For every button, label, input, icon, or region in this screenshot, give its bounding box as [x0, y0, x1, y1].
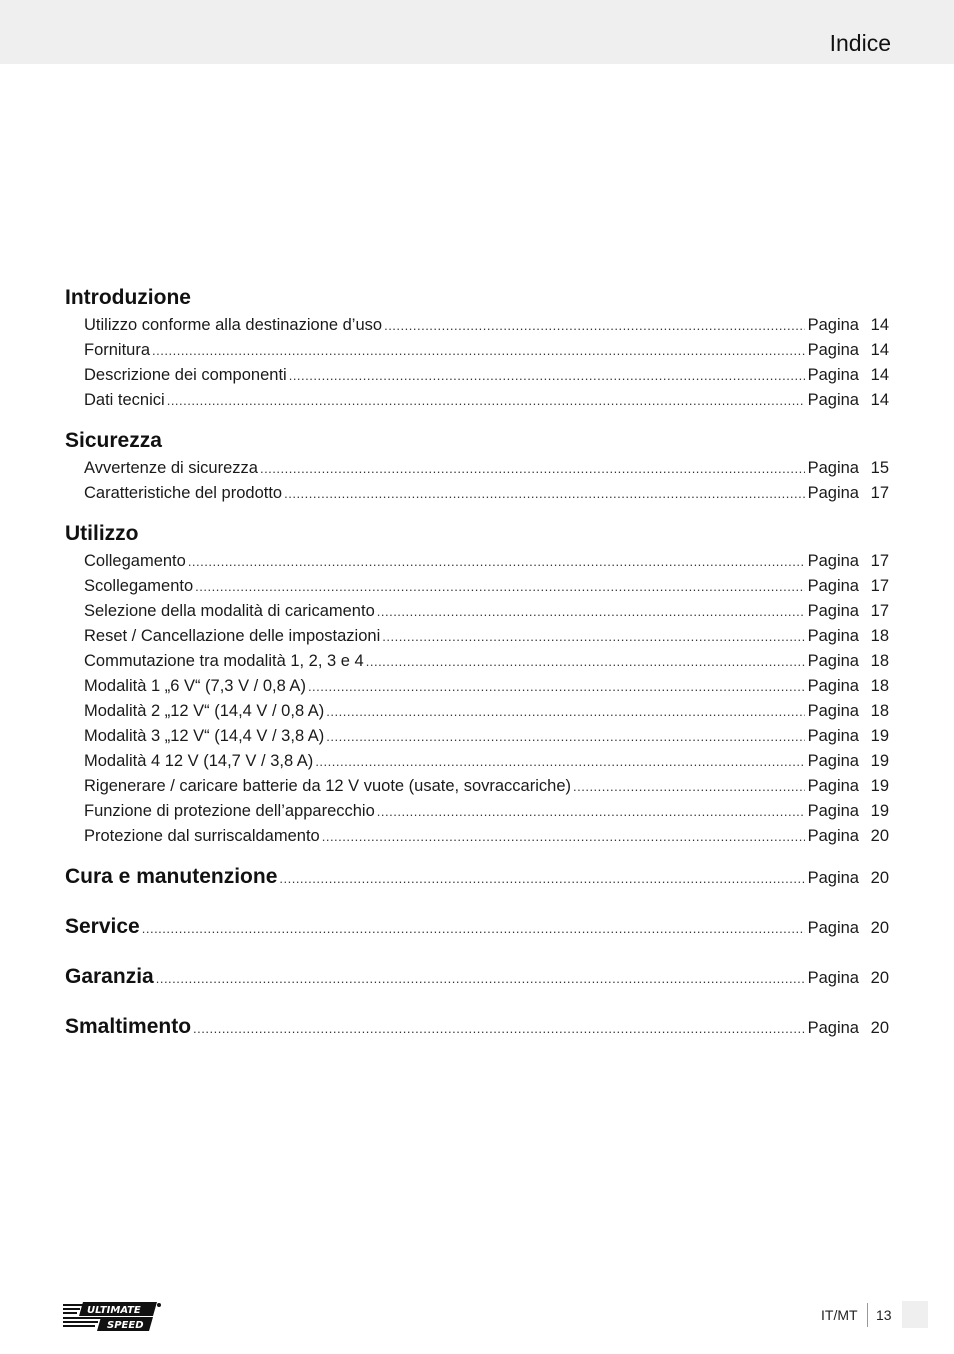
toc-standalone-entry[interactable]: [65, 912, 889, 962]
entry-label: Utilizzo conforme alla destinazione d’uso: [84, 316, 383, 334]
page-word: Pagina: [807, 919, 859, 937]
dot-leader: [284, 481, 805, 506]
footer-language-code: IT/MT: [821, 1307, 858, 1323]
toc-standalone-entry[interactable]: [65, 862, 889, 912]
toc-entry[interactable]: [65, 649, 889, 674]
page-number: 19: [870, 802, 889, 820]
ultimate-speed-logo: [63, 1300, 163, 1334]
dot-leader: [152, 338, 805, 363]
page-number: 18: [870, 702, 889, 720]
dot-leader: [377, 799, 805, 824]
dot-leader: [326, 699, 804, 724]
dot-leader: [167, 388, 805, 413]
page-number: 17: [870, 484, 889, 502]
page-number: 17: [870, 552, 889, 570]
toc-entry[interactable]: [65, 599, 889, 624]
section-heading: Sicurezza: [65, 429, 162, 452]
dot-leader: [289, 363, 805, 388]
entry-label: Scollegamento: [84, 577, 194, 595]
page-number: 19: [870, 727, 889, 745]
dot-leader: [188, 549, 805, 574]
toc-standalone-entry[interactable]: [65, 1012, 889, 1062]
page-number: 14: [870, 391, 889, 409]
entry-label: Modalità 3 „12 V“ (14,4 V / 3,8 A): [84, 727, 325, 745]
entry-label: Caratteristiche del prodotto: [84, 484, 283, 502]
page-number: 14: [870, 341, 889, 359]
page-word: Pagina: [807, 459, 859, 477]
section-heading: Cura e manutenzione: [65, 865, 278, 888]
page-word: Pagina: [807, 1019, 859, 1037]
entry-label: Avvertenze di sicurezza: [84, 459, 258, 477]
page-word: Pagina: [807, 677, 859, 695]
page-number: 18: [870, 627, 889, 645]
page-number: 19: [870, 752, 889, 770]
section-heading: Service: [65, 915, 140, 938]
entry-label: Modalità 4 12 V (14,7 V / 3,8 A): [84, 752, 314, 770]
logo-text-bottom: SPEED: [107, 1320, 144, 1331]
page-number: 14: [870, 316, 889, 334]
page-word: Pagina: [807, 777, 859, 795]
page-word: Pagina: [807, 552, 859, 570]
page-word: Pagina: [807, 969, 859, 987]
entry-label: Modalità 1 „6 V“ (7,3 V / 0,8 A): [84, 677, 306, 695]
entry-label: Selezione della modalità di caricamento: [84, 602, 375, 620]
page-word: Pagina: [807, 627, 859, 645]
page-title: Indice: [829, 30, 891, 56]
toc-entry[interactable]: [65, 456, 889, 481]
dot-leader: [366, 649, 805, 674]
page-word: Pagina: [807, 869, 859, 887]
toc-entry[interactable]: [65, 724, 889, 749]
table-of-contents: [65, 283, 889, 1062]
entry-label: Rigenerare / caricare batterie da 12 V vuote (usate, sovraccariche): [84, 777, 571, 795]
toc-entry[interactable]: [65, 574, 889, 599]
page-number: 18: [870, 652, 889, 670]
toc-entry[interactable]: [65, 363, 889, 388]
dot-leader: [260, 456, 805, 481]
entry-label: Funzione di protezione dell’apparecchio: [84, 802, 375, 820]
toc-entry[interactable]: [65, 388, 889, 413]
dot-leader: [193, 1014, 805, 1044]
page-number: 15: [870, 459, 889, 477]
page-number: 18: [870, 677, 889, 695]
logo-text-top: ULTIMATE: [87, 1305, 141, 1316]
toc-section: [65, 426, 889, 506]
page-word: Pagina: [807, 752, 859, 770]
dot-leader: [279, 864, 804, 894]
page-word: Pagina: [807, 602, 859, 620]
page-word: Pagina: [807, 727, 859, 745]
page-word: Pagina: [807, 484, 859, 502]
page-word: Pagina: [807, 577, 859, 595]
section-heading: Introduzione: [65, 286, 191, 309]
dot-leader: [315, 749, 804, 774]
dot-leader: [382, 624, 804, 649]
page-word: Pagina: [807, 652, 859, 670]
toc-entry[interactable]: [65, 338, 889, 363]
toc-entry[interactable]: [65, 674, 889, 699]
page-word: Pagina: [807, 341, 859, 359]
entry-label: Collegamento: [84, 552, 186, 570]
dot-leader: [377, 599, 805, 624]
page-number: 20: [870, 827, 889, 845]
section-heading: Smaltimento: [65, 1015, 192, 1038]
toc-standalone-entry[interactable]: [65, 962, 889, 1012]
dot-leader: [156, 964, 805, 994]
toc-entry[interactable]: [65, 799, 889, 824]
page-number: 20: [870, 919, 889, 937]
dot-leader: [308, 674, 805, 699]
header-band: [0, 0, 954, 64]
entry-label: Modalità 2 „12 V“ (14,4 V / 0,8 A): [84, 702, 325, 720]
entry-label: Commutazione tra modalità 1, 2, 3 e 4: [84, 652, 364, 670]
entry-label: Protezione dal surriscaldamento: [84, 827, 320, 845]
toc-section: [65, 283, 889, 413]
toc-entry[interactable]: [65, 313, 889, 338]
dot-leader: [326, 724, 804, 749]
page-number: 20: [870, 1019, 889, 1037]
toc-entry[interactable]: [65, 749, 889, 774]
page-word: Pagina: [807, 827, 859, 845]
entry-label: Reset / Cancellazione delle impostazioni: [84, 627, 381, 645]
toc-section: [65, 519, 889, 849]
page-word: Pagina: [807, 391, 859, 409]
page-word: Pagina: [807, 702, 859, 720]
dot-leader: [142, 914, 805, 944]
page-number: 14: [870, 366, 889, 384]
footer-tab-marker: [902, 1301, 928, 1328]
footer-divider: [867, 1303, 868, 1327]
page-number: 20: [870, 969, 889, 987]
dot-leader: [195, 574, 804, 599]
footer-page-number: 13: [876, 1307, 892, 1323]
toc-entry[interactable]: [65, 699, 889, 724]
page-word: Pagina: [807, 802, 859, 820]
page-word: Pagina: [807, 366, 859, 384]
dot-leader: [384, 313, 805, 338]
page-word: Pagina: [807, 316, 859, 334]
dot-leader: [573, 774, 805, 799]
toc-entry[interactable]: [65, 624, 889, 649]
entry-label: Fornitura: [84, 341, 151, 359]
entry-label: Dati tecnici: [84, 391, 165, 409]
page-number: 17: [870, 577, 889, 595]
toc-entry[interactable]: [65, 549, 889, 574]
section-heading: Utilizzo: [65, 522, 139, 545]
dot-leader: [322, 824, 805, 849]
entry-label: Descrizione dei componenti: [84, 366, 287, 384]
toc-entry[interactable]: [65, 774, 889, 799]
toc-entry[interactable]: [65, 481, 889, 506]
toc-entry[interactable]: [65, 824, 889, 849]
section-heading: Garanzia: [65, 965, 154, 988]
page-number: 20: [870, 869, 889, 887]
page-number: 19: [870, 777, 889, 795]
page-number: 17: [870, 602, 889, 620]
